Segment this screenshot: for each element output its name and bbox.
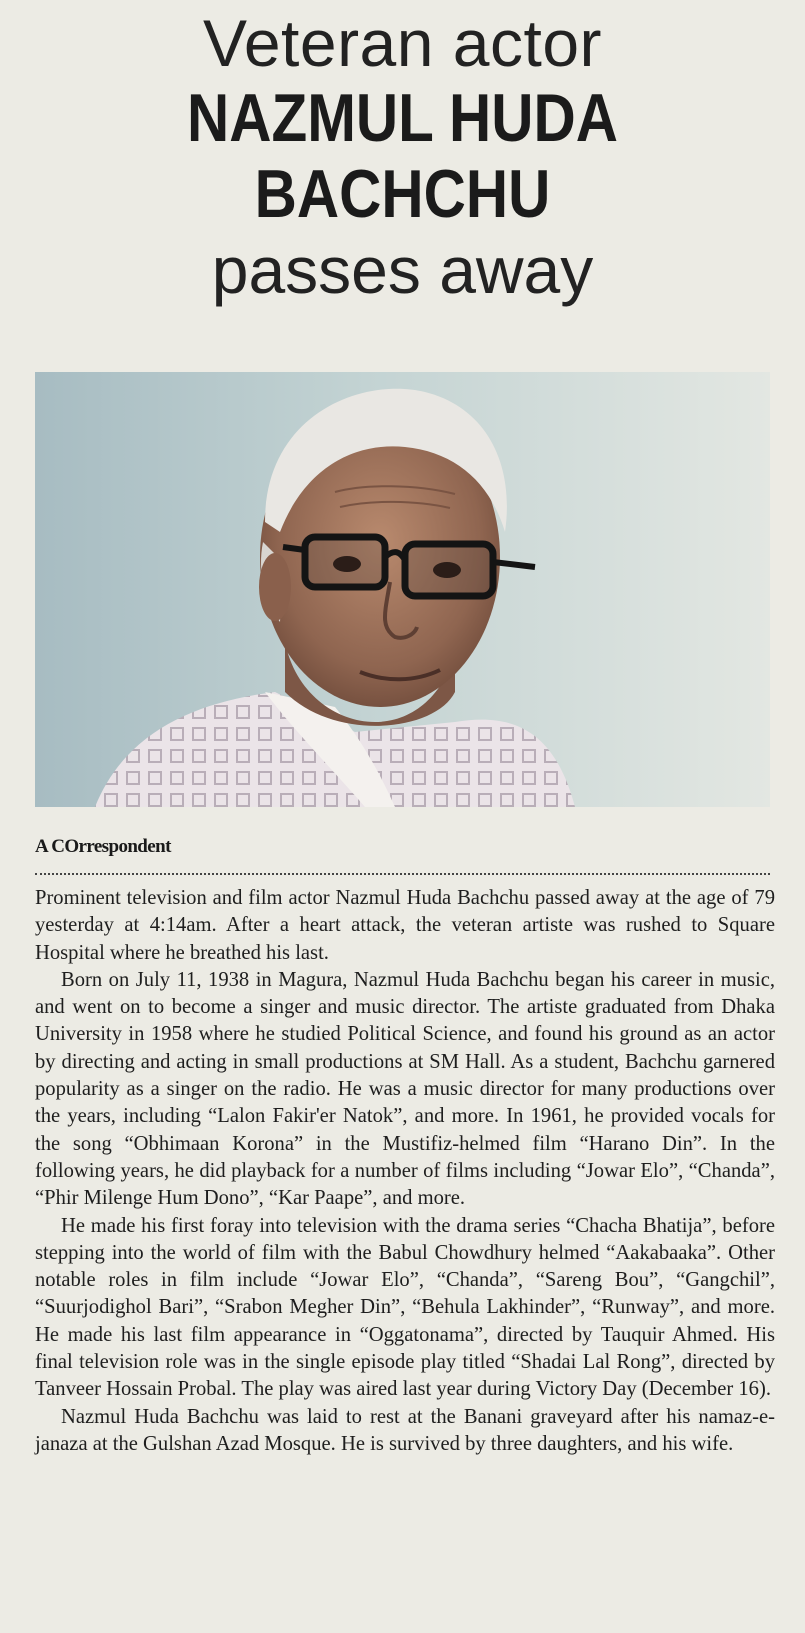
headline-line-3: BACHCHU: [254, 156, 551, 232]
article-body: [35, 885, 775, 1458]
dotted-divider: [35, 873, 770, 875]
paragraph-2: Born on July 11, 1938 in Magura, Nazmul Huda Bachchu began his career in music, and went on to become a singer and music director. The artiste graduated from Dhaka University in 1958 where he studied Political Science, and found his ground as an actor by directing and acting in small productions at SM Hall. As a student, Bachchu garnered popularity as a singer on the radio. He was a music director for many productions over the years, including “Lalon Fakir'er Natok”, and more. In 1961, he provided vocals for the song “Obhimaan Korona” in the Mustifiz-helmed film “Harano Din”. In the following years, he did playback for a number of films including “Jowar Elo”, “Chanda”, “Phir Milenge Hum Dono”, “Kar Paape”, and more.: [35, 968, 775, 1210]
paragraph-1: Prominent television and film actor Nazmul Huda Bachchu passed away at the age of 79 yesterday at 4:14am. After a heart attack, the veteran artiste was rushed to Square Hospital where he breathed his last.: [35, 887, 775, 964]
portrait-photo: [35, 372, 770, 807]
headline-line-1: Veteran actor: [202, 6, 603, 80]
paragraph-4: Nazmul Huda Bachchu was laid to rest at the Banani graveyard after his namaz-e-janaza at the Gulshan Azad Mosque. He is survived by three daughters, and his wife.: [35, 1405, 775, 1455]
byline: A COrrespondent: [35, 836, 171, 857]
headline-line-2: NAZMUL HUDA: [187, 80, 618, 156]
headline-line-4: passes away: [211, 233, 594, 307]
headline: [0, 6, 805, 308]
paragraph-3: He made his first foray into television with the drama series “Chacha Bhatija”, before stepping into the world of film with the Babul Chowdhury helmed “Aakabaaka”. Other notable roles in film include “Jowar Elo”, “Chanda”, “Sareng Bou”, “Gangchil”, “Suurjodighol Bari”, “Srabon Megher Din”, “Behula Lakhinder”, “Runway”, and more. He made his last film appearance in “Oggatonama”, directed by Tauquir Ahmed. His final television role was in the single episode play titled “Shadai Lal Rong”, directed by Tanveer Hossain Probal. The play was aired last year during Victory Day (December 16).: [35, 1214, 775, 1401]
